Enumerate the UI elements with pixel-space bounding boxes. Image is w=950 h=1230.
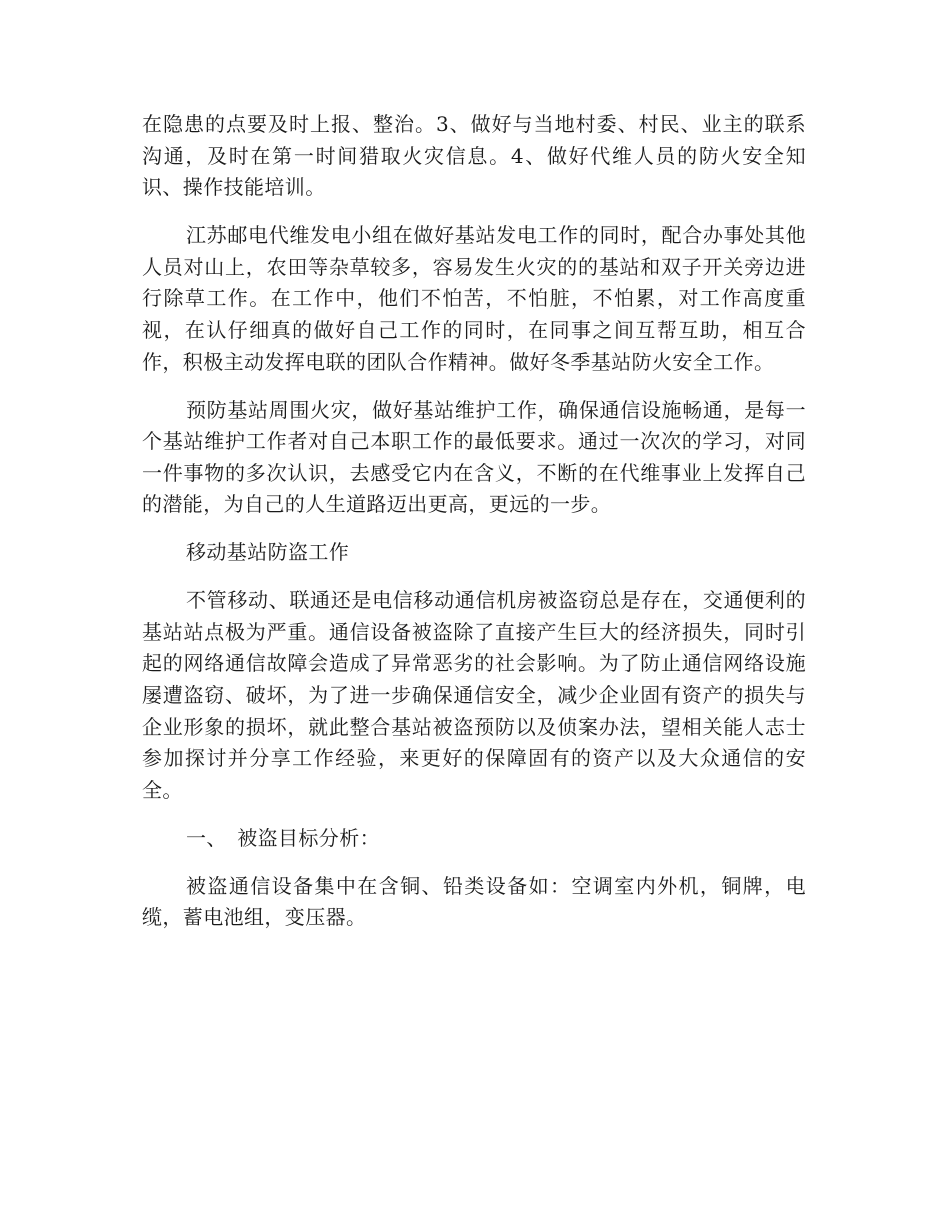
paragraph-4: 不管移动、联通还是电信移动通信机房被盗窃总是存在，交通便利的基站站点极为严重。通信设备被盗除了直接产生巨大的经济损失，同时引起的网络通信故障会造成了异常恶劣的社会影响。为了防止通信网络设施屡遭盗窃、破坏，为了进一步确保通信安全，减少企业固有资产的损失与企业形象的损坏，就此整合基站被盗预防以及侦案办法，望相关能人志士参加探讨并分享工作经验，来更好的保障固有的资产以及大众通信的安全。: [142, 588, 806, 802]
paragraph-3: 预防基站周围火灾，做好基站维护工作，确保通信设施畅通，是每一个基站维护工作者对自己本职工作的最低要求。通过一次次的学习，对同一件事物的多次认识，去感受它内在含义，不断的在代维事业上发挥自己的潜能，为自己的人生道路迈出更高，更远的一步。: [142, 397, 806, 517]
section-heading-anti-theft: 移动基站防盗工作: [186, 540, 350, 565]
document-page: [142, 109, 806, 934]
section-heading-target-analysis: 一、 被盗目标分析：: [186, 825, 380, 850]
paragraph-5: 被盗通信设备集中在含铜、铅类设备如：空调室内外机，铜牌，电缆，蓄电池组，变压器。: [142, 873, 806, 930]
paragraph-1: 在隐患的点要及时上报、整治。3、做好与当地村委、村民、业主的联系沟通，及时在第一时间猎取火灾信息。4、做好代维人员的防火安全知识、操作技能培训。: [142, 112, 806, 200]
paragraph-2: 江苏邮电代维发电小组在做好基站发电工作的同时，配合办事处其他人员对山上，农田等杂草较多，容易发生火灾的的基站和双子开关旁边进行除草工作。在工作中，他们不怕苦，不怕脏，不怕累，对工作高度重视，在认仔细真的做好自己工作的同时，在同事之间互帮互助，相互合作，积极主动发挥电联的团队合作精神。做好冬季基站防火安全工作。: [142, 223, 806, 374]
